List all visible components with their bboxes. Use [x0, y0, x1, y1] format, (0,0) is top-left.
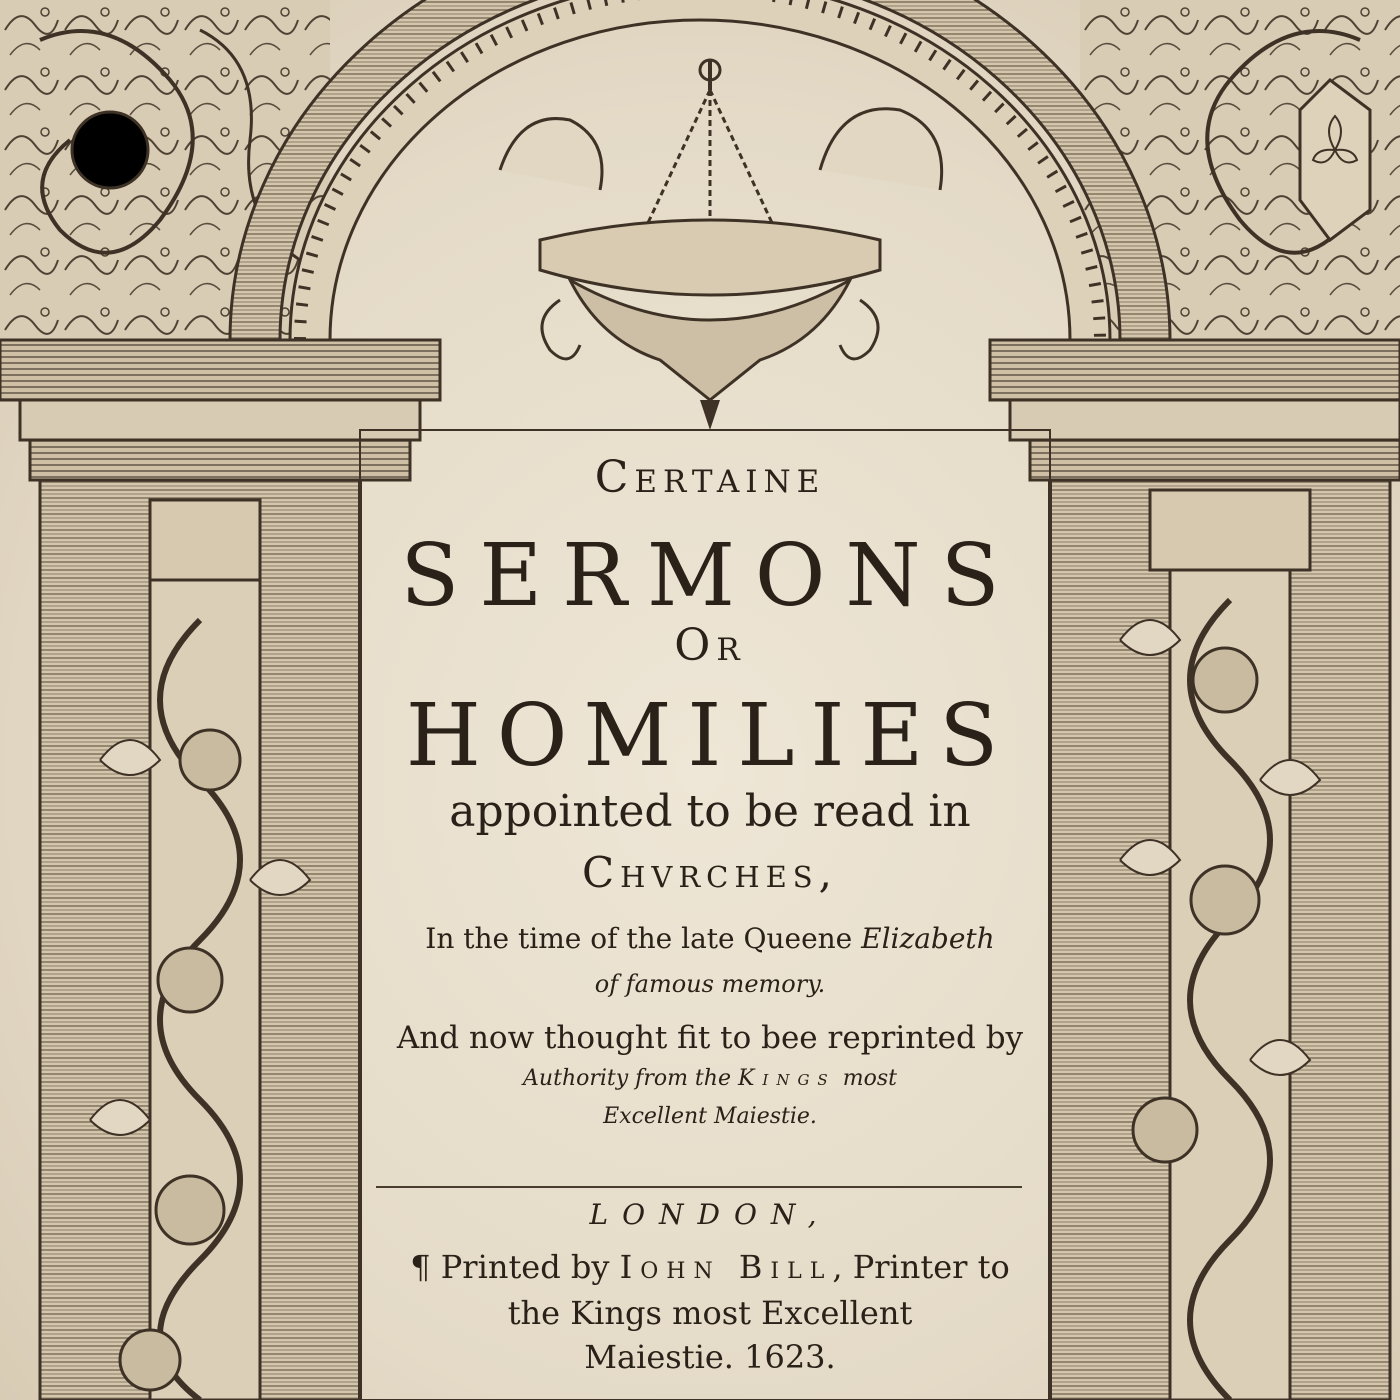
subtitle-authority: Authority from the Kings most [523, 1066, 897, 1091]
title-line-sermons: SERMONS [400, 526, 1020, 626]
subtitle-excellent-maiestie: Excellent Maiestie. [603, 1104, 817, 1129]
divider-rule [376, 1186, 1022, 1188]
imprint-year: Maiestie. 1623. [584, 1338, 836, 1376]
subtitle-famous-memory: of famous memory. [594, 970, 826, 998]
imprint-kings: the Kings most Excellent [507, 1294, 913, 1332]
imprint-printer: ¶ Printed by Iohn Bill, Printer to [410, 1248, 1010, 1286]
subtitle-reprinted: And now thought fit to bee reprinted by [396, 1020, 1024, 1056]
title-line-or: Or [674, 620, 746, 671]
subtitle-churches: Chvrches, [581, 848, 839, 897]
subtitle-time-of-queen: In the time of the late Queene Elizabeth [425, 922, 995, 955]
hanging-lamp-ornament [500, 60, 942, 430]
subtitle-appointed: appointed to be read in [449, 786, 971, 837]
right-column [990, 340, 1400, 1400]
title-line-homilies: HOMILIES [405, 686, 1015, 786]
title-line-certaine: Certaine [594, 452, 826, 503]
imprint-city: LONDON, [589, 1198, 831, 1231]
